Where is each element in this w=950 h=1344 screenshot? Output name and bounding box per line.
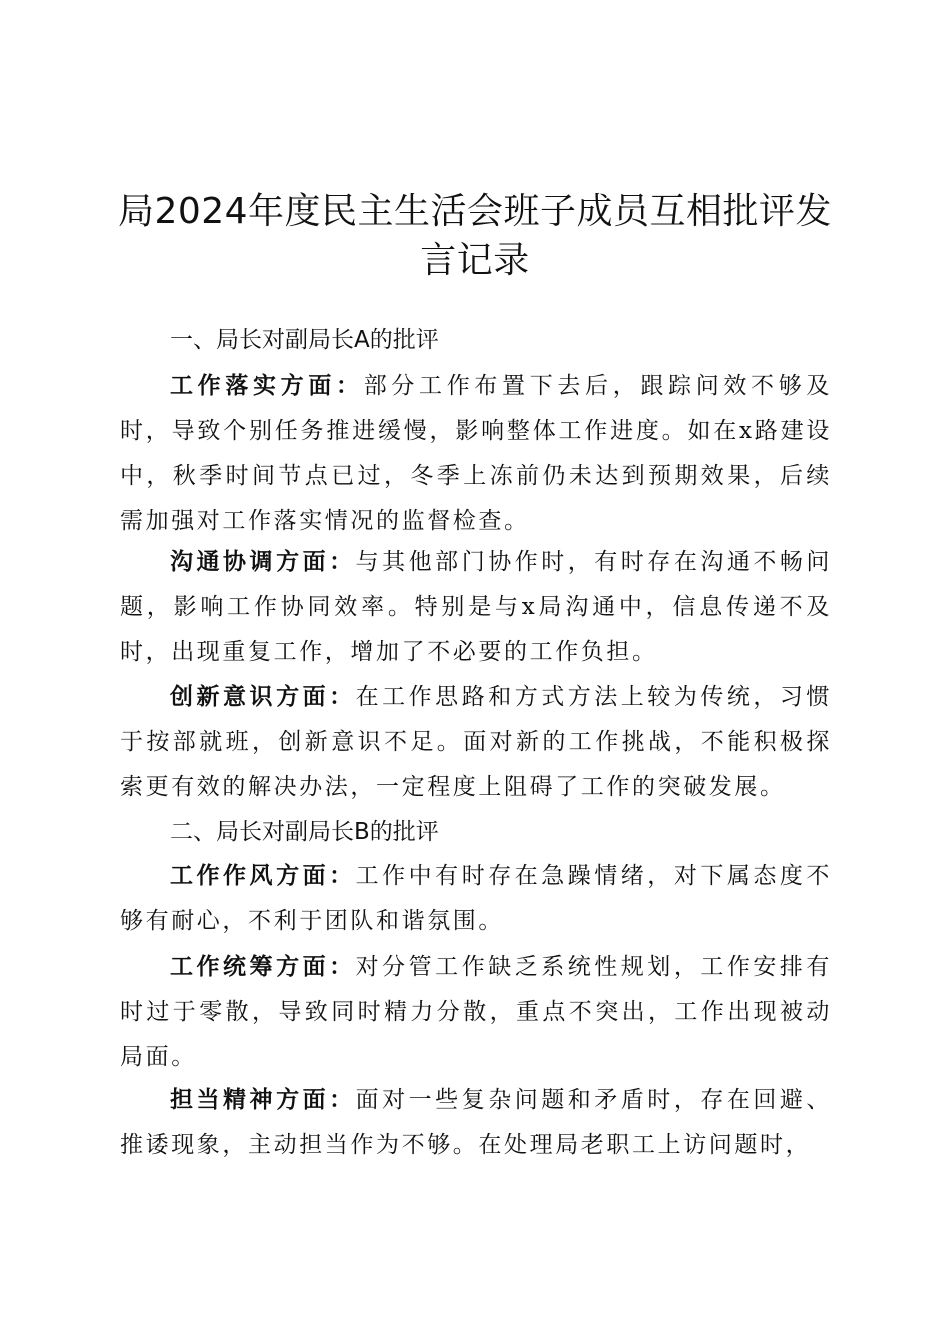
paragraph-lead: 工作落实方面： [170, 373, 364, 399]
document-title: 局2024年度民主生活会班子成员互相批评发言记录 [117, 191, 833, 281]
section-heading-2: 二、局长对副局长B的批评 [170, 819, 439, 845]
paragraph-text: 工作中有时存在急躁情绪，对下属态度不够有耐心，不利于团队和谐氛围。 [120, 863, 832, 934]
paragraph-communication [120, 540, 832, 675]
paragraph-innovation [120, 675, 832, 810]
paragraph-lead: 工作作风方面： [170, 863, 356, 889]
paragraph-responsibility [120, 1078, 832, 1168]
paragraph-lead: 担当精神方面： [170, 1087, 356, 1113]
paragraph-text: 面对一些复杂问题和矛盾时，存在回避、推诿现象，主动担当作为不够。在处理局老职工上访问题时， [120, 1087, 832, 1158]
paragraph-lead: 创新意识方面： [170, 684, 356, 710]
paragraph-work-planning [120, 945, 832, 1080]
paragraph-text: 对分管工作缺乏系统性规划，工作安排有时过于零散，导致同时精力分散，重点不突出，工作出现被动局面。 [120, 954, 832, 1070]
paragraph-text: 在工作思路和方式方法上较为传统，习惯于按部就班，创新意识不足。面对新的工作挑战，不能积极探索更有效的解决办法，一定程度上阻碍了工作的突破发展。 [120, 684, 832, 800]
paragraph-text: 部分工作布置下去后，跟踪问效不够及时，导致个别任务推进缓慢，影响整体工作进度。如在x路建设中，秋季时间节点已过，冬季上冻前仍未达到预期效果，后续需加强对工作落实情况的监督检查。 [120, 373, 832, 534]
section-heading-1: 一、局长对副局长A的批评 [170, 327, 439, 353]
paragraph-text: 与其他部门协作时，有时存在沟通不畅问题，影响工作协同效率。特别是与x局沟通中，信息传递不及时，出现重复工作，增加了不必要的工作负担。 [120, 549, 832, 665]
paragraph-lead: 沟通协调方面： [170, 549, 356, 575]
paragraph-work-implementation [120, 364, 832, 544]
paragraph-lead: 工作统筹方面： [170, 954, 356, 980]
paragraph-work-style [120, 854, 832, 944]
